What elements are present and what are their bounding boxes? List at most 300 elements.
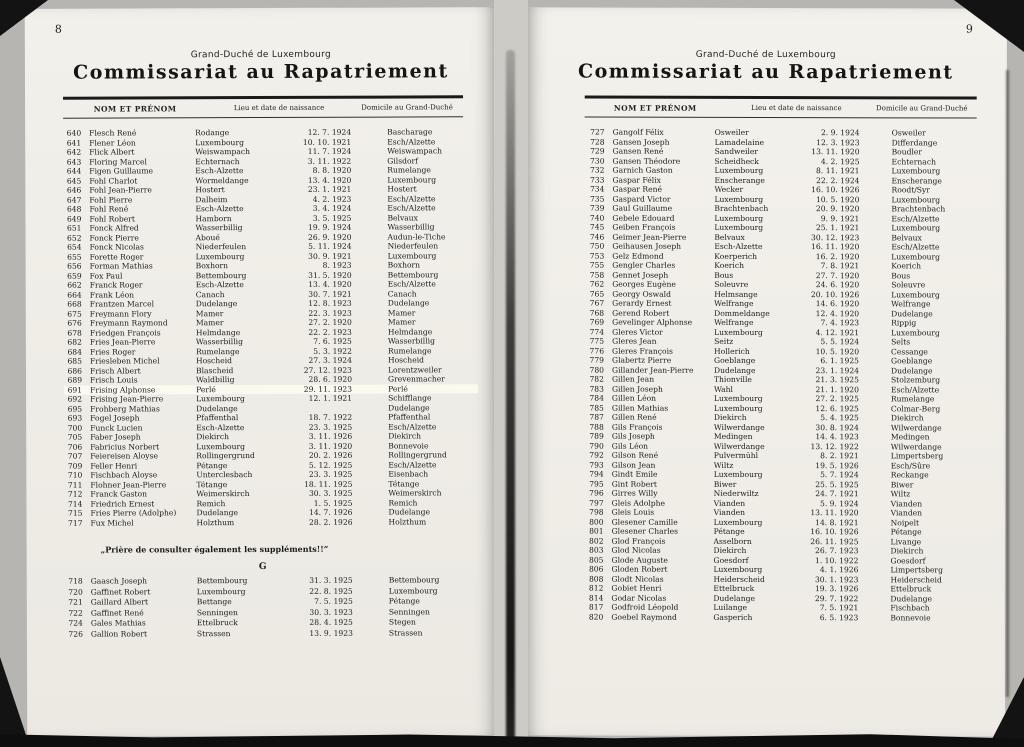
section-letter-g: G (258, 561, 267, 573)
birthdate: 30. 3. 1925 (308, 488, 353, 498)
birthdate: 6. 5. 1923 (819, 612, 859, 622)
birthplace: Weimerskirch (196, 489, 250, 499)
entry-number: 645 (66, 176, 82, 186)
birthdate (296, 403, 352, 413)
name: Fohl Pierre (89, 194, 133, 205)
name: Fox Paul (89, 270, 123, 281)
entry-number: 726 (68, 629, 83, 639)
entry-number: 797 (589, 498, 604, 508)
entry-number: 775 (589, 336, 605, 346)
birthdate: 12. 8. 1923 (308, 298, 352, 308)
birthplace: Bettembourg (195, 270, 247, 280)
birthplace: Wasserbillig (195, 337, 243, 347)
domicile: Strassen (388, 627, 423, 638)
name: Gillen René (611, 412, 657, 422)
page-header: Grand-Duché de Luxembourg (190, 49, 332, 61)
domicile: Esch/Alzette (891, 213, 940, 223)
name: Gevelinger Alphonse (612, 317, 693, 327)
birthplace: Diekirch (713, 412, 747, 422)
domicile: Luxembourg (387, 250, 437, 261)
birthplace: Aboué (195, 232, 220, 242)
birthdate: 7. 5. 1921 (819, 603, 859, 613)
name: Gleres Victor (612, 327, 663, 337)
domicile: Welfrange (891, 299, 931, 309)
entry-number: 643 (66, 157, 82, 167)
domicile: Noipelt (890, 517, 920, 527)
domicile: Boudler (891, 147, 923, 157)
name: Gindt Emile (611, 469, 658, 479)
birthplace: Wecker (714, 184, 744, 194)
birthdate: 3. 11. 1920 (308, 441, 353, 451)
domicile: Esch/Alzette (388, 459, 437, 470)
domicile: Eisenbach (388, 469, 429, 479)
birthdate: 21. 1. 1920 (815, 384, 859, 394)
domicile: Hoscheid (387, 355, 425, 365)
birthdate: 9. 9. 1921 (820, 213, 860, 223)
birthplace: Weiswampach (195, 147, 251, 157)
name: Fogel Joseph (90, 413, 140, 423)
birthdate: 23. 1. 1924 (815, 365, 860, 375)
register-table-g-continued (583, 128, 984, 623)
name: Girres Willy (611, 488, 658, 498)
birthdate: 19. 9. 1924 (307, 222, 352, 232)
entry-number: 755 (589, 260, 605, 270)
name: Georges Eugène (612, 279, 676, 289)
name: Gansen Joseph (612, 137, 670, 147)
column-header-birth: Lieu et date de naissance (233, 103, 325, 113)
name: Gillander Jean-Pierre (611, 365, 694, 375)
birthdate: 25. 1. 1921 (815, 223, 860, 233)
entry-number: 710 (67, 470, 83, 480)
birthplace: Welfrange (714, 298, 754, 308)
birthdate: 14. 8. 1921 (815, 517, 859, 527)
entry-number: 784 (589, 393, 604, 403)
birthdate: 19. 3. 1926 (814, 584, 859, 594)
birthplace: Hostert (195, 185, 225, 195)
domicile: Schifflange (388, 393, 432, 403)
birthplace: Belvaux (714, 232, 745, 242)
domicile: Rumelange (387, 345, 432, 356)
entry-number: 662 (67, 280, 82, 290)
name: Gillen Léon (611, 393, 657, 403)
birthplace: Dudelange (196, 403, 238, 413)
birthdate: 30. 3. 1923 (309, 607, 353, 617)
name: Faber Joseph (90, 432, 141, 442)
domicile: Goesdorf (890, 555, 926, 565)
name: Gaspard Victor (612, 194, 671, 204)
entry-number: 706 (67, 442, 83, 452)
birthdate: 13. 4. 1920 (308, 279, 352, 289)
birthplace: Dudelange (196, 508, 239, 518)
name: Gobiet Henri (611, 583, 662, 593)
domicile: Diekirch (890, 546, 924, 556)
birthdate: 28. 2. 1926 (309, 517, 353, 527)
entry-number: 705 (67, 432, 83, 442)
column-headers (585, 96, 977, 119)
entry-number: 727 (590, 127, 605, 137)
column-header-name: NOM ET PRÉNOM (613, 103, 697, 113)
domicile: Pétange (388, 596, 420, 606)
birthdate: 22. 8. 1925 (309, 586, 353, 596)
birthdate: 2. 9. 1924 (820, 128, 860, 138)
entry-number: 792 (589, 450, 604, 460)
domicile: Diekirch (890, 413, 924, 423)
birthdate: 5. 5. 1924 (820, 337, 860, 347)
birthplace: Wahl (713, 384, 733, 394)
entry-number: 820 (588, 612, 604, 622)
page-header: Grand-Duché de Luxembourg (695, 49, 836, 61)
domicile: Differdange (891, 137, 938, 147)
name: Friedrich Ernest (90, 498, 155, 509)
name: Forette Roger (89, 251, 144, 262)
domicile: Luxembourg (387, 174, 437, 185)
column-header-domicile: Domicile au Grand-Duché (361, 103, 453, 112)
name: Gaffinet René (90, 607, 144, 618)
entry-number: 783 (589, 384, 604, 394)
entry-number: 675 (67, 309, 82, 319)
birthplace: Waldbillig (196, 375, 235, 385)
domicile: Mamer (387, 317, 416, 327)
name: Gleis Adolphe (611, 498, 665, 508)
birthdate: 12. 3. 1923 (816, 137, 860, 147)
domicile: Biwer (890, 479, 914, 489)
birthplace: Senningen (196, 607, 238, 617)
name: Gaspar René (612, 184, 663, 194)
birthdate: 8. 11. 1921 (816, 166, 860, 176)
entry-number: 796 (589, 488, 604, 498)
entry-number: 684 (67, 347, 82, 357)
entry-number: 779 (589, 355, 605, 365)
name: Frank Léon (89, 289, 135, 300)
entry-number: 795 (589, 479, 604, 489)
domicile: Dudelange (890, 593, 932, 603)
birthdate: 5. 9. 1924 (819, 498, 859, 508)
register-table-g (65, 575, 479, 639)
birthplace: Mamer (195, 318, 224, 328)
birthplace: Dudelange (195, 299, 238, 309)
birthplace: Wiltz (713, 460, 734, 470)
birthplace: Luxembourg (713, 564, 763, 574)
name: Gils Joseph (611, 431, 655, 441)
domicile: Wilwerdange (890, 441, 942, 451)
birthplace: Luxembourg (714, 165, 764, 175)
domicile: Rollingergrund (388, 450, 447, 460)
birthdate: 3. 11. 1922 (307, 156, 352, 166)
name: Glodt Nicolas (611, 574, 664, 584)
domicile: Bettembourg (388, 575, 440, 585)
birthplace: Wasserbillig (195, 223, 243, 233)
entry-number: 794 (589, 469, 604, 479)
entry-number: 642 (66, 147, 82, 157)
name: Fabricius Norbert (90, 441, 160, 452)
birthplace: Osweiler (714, 127, 749, 137)
domicile: Luxembourg (891, 194, 941, 204)
name: Glod François (611, 536, 666, 546)
entry-number: 758 (589, 270, 605, 280)
birthdate: 12. 6. 1925 (815, 403, 859, 413)
birthplace: Niederfeulen (195, 242, 247, 252)
name: Gils François (611, 422, 663, 432)
birthdate: 28. 4. 1925 (309, 617, 353, 627)
entry-number: 709 (67, 461, 83, 471)
name: Flick Albert (89, 147, 135, 157)
birthdate: 22. 2. 1923 (308, 327, 352, 337)
domicile: Senningen (388, 606, 430, 617)
birthplace: Unterclesbach (196, 470, 253, 480)
birthplace: Esch-Alzette (195, 166, 244, 176)
birthplace: Koerich (714, 260, 745, 270)
entry-number: 802 (589, 536, 604, 546)
birthplace: Strassen (196, 628, 231, 638)
domicile: Osweiler (891, 128, 926, 138)
name: Friesleben Michel (89, 356, 160, 366)
domicile: Selts (891, 337, 911, 347)
domicile: Dudelange (388, 402, 430, 413)
entry-number: 782 (589, 374, 604, 384)
entry-number: 700 (67, 423, 83, 433)
domicile: Stegen (388, 617, 416, 627)
birthdate: 7. 4. 1923 (820, 318, 860, 328)
birthplace: Echternach (195, 156, 240, 166)
domicile: Dudelange (388, 507, 431, 517)
birthplace: Soleuvre (714, 279, 749, 289)
name: Figen Guillaume (89, 166, 154, 176)
entry-number: 711 (67, 480, 83, 490)
birthdate: 13. 9. 1923 (309, 628, 353, 638)
name: Flohner Jean-Pierre (90, 479, 167, 490)
domicile: Bonnevoie (890, 612, 931, 622)
name: Gaspar Félix (612, 175, 661, 185)
name: Godfroid Léopold (611, 602, 679, 612)
domicile: Hostert (387, 184, 417, 194)
name: Feller Henri (90, 460, 138, 471)
name: Fonck Nicolas (89, 242, 144, 252)
birthplace: Ettelbruck (196, 618, 238, 628)
name: Gennet Joseph (612, 270, 669, 280)
birthplace: Gasperich (713, 612, 753, 622)
name: Fonck Pierre (89, 232, 139, 243)
entry-number: 745 (589, 222, 605, 232)
birthdate: 22. 2. 1924 (816, 175, 860, 185)
entry-number: 649 (66, 214, 82, 224)
birthdate: 19. 5. 1926 (815, 460, 859, 470)
birthdate: 31. 3. 1925 (309, 575, 353, 585)
birthplace: Luxembourg (196, 394, 245, 404)
birthplace: Vianden (713, 498, 746, 508)
birthdate: 16. 10. 1926 (810, 527, 859, 537)
domicile: Bettembourg (387, 269, 439, 280)
name: Godar Nicolas (611, 593, 667, 603)
birthdate: 27. 3. 1924 (308, 355, 352, 365)
birthdate: 8. 8. 1920 (312, 165, 352, 175)
birthplace: Hoscheid (195, 356, 233, 366)
name: Gilson Jean (611, 460, 656, 470)
domicile: Luxembourg (388, 585, 438, 596)
name: Fohl Robert (89, 213, 135, 224)
domicile: Colmar-Berg (890, 403, 941, 413)
name: Gallion Robert (90, 628, 148, 639)
birthdate: 28. 6. 1920 (308, 374, 353, 384)
birthdate: 1. 5. 1925 (313, 498, 353, 508)
domicile: Holzthum (388, 516, 427, 527)
name: Gerend Robert (612, 308, 670, 318)
domicile: Esch/Alzette (387, 193, 436, 204)
birthplace: Luxembourg (714, 213, 764, 223)
name: Gloden Robert (611, 564, 668, 574)
birthdate: 5. 12. 1925 (308, 460, 353, 470)
entry-number: 654 (67, 242, 82, 252)
birthdate: 11. 7. 1924 (307, 146, 352, 156)
birthplace: Luxembourg (195, 137, 244, 147)
birthplace: Diekirch (196, 432, 230, 442)
birthdate: 27. 12. 1923 (303, 365, 353, 375)
birthplace: Luxembourg (195, 251, 245, 261)
entry-number: 734 (589, 184, 605, 194)
entry-number: 780 (589, 365, 605, 375)
domicile: Esch/Sûre (890, 460, 931, 470)
entry-number: 648 (66, 204, 82, 214)
birthplace: Luxembourg (196, 586, 246, 596)
domicile: Esch/Alzette (890, 384, 940, 394)
column-header-birth: Lieu et date de naissance (751, 103, 842, 113)
name: Geihausen Joseph (612, 241, 682, 251)
birthplace: Dudelange (713, 593, 755, 603)
entry-number: 801 (589, 526, 604, 536)
domicile: Rippig (891, 318, 917, 328)
birthdate: 31. 5. 1920 (308, 270, 352, 280)
name: Fohl Jean-Pierre (89, 185, 152, 195)
birthdate: 29. 7. 1922 (814, 593, 859, 603)
name: Gengler Charles (612, 260, 676, 270)
birthdate: 13. 11. 1920 (811, 147, 860, 157)
birthdate: 8. 2. 1921 (820, 451, 859, 461)
entry-number: 806 (588, 564, 604, 574)
birthdate: 20. 9. 1920 (815, 204, 860, 214)
entry-number: 762 (589, 279, 605, 289)
scan-corner-bottom-left (0, 657, 30, 747)
entry-number: 689 (67, 375, 83, 385)
entry-number: 652 (67, 233, 82, 243)
birthplace: Pfaffenthal (196, 413, 239, 423)
domicile: Dudelange (891, 308, 933, 318)
birthdate: 30. 12. 1923 (811, 232, 860, 242)
name: Gilson René (611, 450, 659, 460)
birthdate: 24. 6. 1920 (815, 280, 860, 290)
name: Friedgen François (89, 327, 161, 338)
birthplace: Niederwiltz (713, 488, 759, 498)
birthdate: 3. 11. 1926 (308, 431, 353, 441)
birthplace: Canach (195, 289, 225, 299)
birthdate: 5. 4. 1925 (820, 413, 859, 423)
birthplace: Rumelange (195, 346, 240, 356)
entry-number: 691 (67, 385, 83, 395)
name: Glod Nicolas (611, 545, 661, 555)
domicile: Belvaux (891, 232, 922, 242)
birthplace: Luxembourg (714, 327, 763, 337)
name: Floring Marcel (89, 156, 147, 167)
name: Gales Mathias (90, 618, 146, 628)
birthdate: 7. 6. 1925 (313, 336, 352, 346)
birthplace: Wilwerdange (713, 422, 765, 432)
domicile: Fischbach (890, 603, 930, 613)
birthplace: Seitz (714, 336, 734, 346)
entry-number: 767 (589, 298, 605, 308)
birthplace: Remich (196, 498, 226, 508)
name: Gaul Guillaume (612, 203, 673, 213)
birthdate: 14. 7. 1926 (308, 507, 353, 517)
name: Gansen Théodore (612, 156, 681, 166)
entry-number: 668 (67, 299, 82, 309)
birthdate: 23. 3. 1925 (308, 469, 353, 479)
name: Gebele Edouard (612, 213, 675, 223)
domicile: Belvaux (387, 212, 418, 223)
domicile: Dudelange (890, 365, 933, 375)
birthdate: 20. 2. 1926 (308, 450, 353, 460)
entry-number: 798 (589, 507, 604, 517)
birthplace: Scheidheck (714, 156, 759, 166)
birthplace: Diekirch (713, 545, 747, 555)
domicile: Weimerskirch (388, 488, 442, 498)
domicile: Mamer (387, 307, 416, 318)
entry-number: 774 (589, 327, 605, 337)
name: Gansen René (612, 146, 664, 156)
domicile: Enscherange (891, 175, 942, 185)
column-header-domicile: Domicile au Grand-Duché (875, 104, 968, 113)
entry-number: 785 (589, 403, 604, 413)
entry-number: 814 (588, 593, 604, 603)
entry-number: 729 (590, 146, 605, 156)
birthdate: 27. 7. 1920 (815, 270, 860, 280)
domicile: Dudelange (387, 298, 430, 308)
entry-number: 733 (589, 175, 605, 185)
birthdate: 30. 7. 1921 (308, 289, 352, 299)
birthplace: Luxembourg (196, 441, 246, 451)
entry-number: 808 (588, 574, 604, 584)
entry-number: 793 (589, 460, 604, 470)
domicile: Wiltz (890, 489, 911, 499)
birthplace: Esch-Alzette (195, 204, 244, 214)
birthdate: 23. 1. 1921 (307, 184, 352, 194)
birthplace: Pétange (713, 526, 745, 536)
birthplace: Mamer (195, 308, 224, 318)
birthplace: Bous (714, 270, 734, 280)
domicile: Esch/Alzette (387, 136, 436, 147)
page-title: Commissariat au Rapatriement (73, 60, 449, 84)
page-right (523, 7, 1007, 736)
birthdate: 12. 4. 1920 (815, 308, 860, 318)
domicile: Pétange (890, 527, 922, 537)
birthdate: 10. 10. 1921 (302, 137, 352, 147)
birthplace: Goesdorf (713, 555, 749, 565)
domicile: Luxembourg (891, 289, 940, 299)
entry-number: 787 (589, 412, 604, 422)
entry-number: 803 (589, 545, 604, 555)
entry-number: 722 (68, 608, 83, 618)
page-left (25, 7, 500, 737)
birthdate: 6. 1. 1925 (820, 356, 860, 366)
name: Funck Lucien (90, 422, 143, 433)
birthplace: Luxembourg (713, 403, 763, 413)
birthplace: Dudelange (713, 365, 756, 375)
entry-number: 732 (590, 165, 605, 175)
birthplace: Rollingergrund (196, 451, 255, 461)
domicile: Niederfeulen (387, 241, 439, 251)
entry-number: 753 (589, 251, 605, 261)
birthdate: 20. 10. 1926 (810, 289, 860, 299)
birthplace: Helmdange (195, 327, 241, 337)
domicile: Heiderscheid (890, 574, 942, 584)
entry-number: 750 (589, 241, 605, 251)
